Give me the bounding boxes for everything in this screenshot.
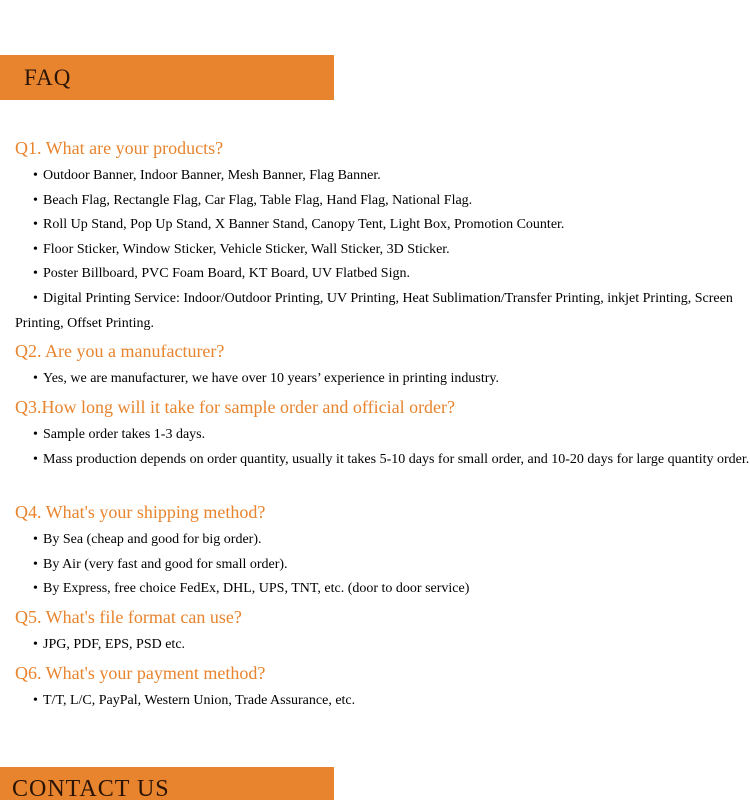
faq-answer-text: By Express, free choice FedEx, DHL, UPS, TNT, etc. (door to door service) <box>43 581 470 596</box>
bullet-icon: • <box>33 581 38 596</box>
bullet-icon: • <box>33 217 38 232</box>
faq-question-1: Q1. What are your products? <box>15 138 224 158</box>
faq-question-6: Q6. What's your payment method? <box>15 663 266 683</box>
faq-answer-text: Mass production depends on order quantity, usually it takes 5-10 days for small order, and 10-20 days for large quantity order. <box>43 452 750 467</box>
faq-question-4: Q4. What's your shipping method? <box>15 502 266 522</box>
faq-answer-text: By Air (very fast and good for small order). <box>43 557 288 572</box>
faq-answer-1-2 <box>15 189 750 214</box>
faq-answer-text: Yes, we are manufacturer, we have over 10 years’ experience in printing industry. <box>43 371 499 386</box>
faq-answer-text: Sample order takes 1-3 days. <box>43 427 206 442</box>
faq-answer-5-1 <box>15 633 750 658</box>
faq-answer-3-2 <box>15 448 750 473</box>
bullet-icon: • <box>33 532 38 547</box>
faq-answer-text: By Sea (cheap and good for big order). <box>43 532 262 547</box>
bullet-icon: • <box>33 266 38 281</box>
faq-answer-text: T/T, L/C, PayPal, Western Union, Trade Assurance, etc. <box>43 693 356 708</box>
bullet-icon: • <box>33 168 38 183</box>
faq-answer-text: Outdoor Banner, Indoor Banner, Mesh Banner, Flag Banner. <box>43 168 381 183</box>
faq-answer-text: Beach Flag, Rectangle Flag, Car Flag, Table Flag, Hand Flag, National Flag. <box>43 193 473 208</box>
faq-answer-text: JPG, PDF, EPS, PSD etc. <box>43 637 186 652</box>
faq-banner <box>0 55 334 100</box>
faq-answer-1-3 <box>15 213 750 238</box>
faq-answer-1-5 <box>15 262 750 287</box>
bullet-icon: • <box>33 291 38 306</box>
faq-answer-text: Floor Sticker, Window Sticker, Vehicle Sticker, Wall Sticker, 3D Sticker. <box>43 242 450 257</box>
contact-banner <box>0 767 334 800</box>
bullet-icon: • <box>33 371 38 386</box>
faq-answer-2-1 <box>15 367 750 392</box>
faq-answer-1-4 <box>15 238 750 263</box>
faq-question-5: Q5. What's file format can use? <box>15 607 242 627</box>
bullet-icon: • <box>33 427 38 442</box>
faq-answer-6-1 <box>15 689 750 714</box>
bullet-icon: • <box>33 557 38 572</box>
faq-answer-4-2 <box>15 553 750 578</box>
faq-answer-3-1 <box>15 423 750 448</box>
faq-banner-title: FAQ <box>24 65 72 90</box>
faq-answer-text: Digital Printing Service: Indoor/Outdoor Printing, UV Printing, Heat Sublimation/Transfer Printing, inkjet Printing, Screen Printing, Offset Printing. <box>15 291 733 331</box>
bullet-icon: • <box>33 693 38 708</box>
faq-answer-text: Poster Billboard, PVC Foam Board, KT Board, UV Flatbed Sign. <box>43 266 410 281</box>
bullet-icon: • <box>33 452 38 467</box>
contact-banner-title: CONTACT US <box>12 776 170 802</box>
faq-question-3: Q3.How long will it take for sample order and official order? <box>15 397 456 417</box>
faq-answer-1-1 <box>15 164 750 189</box>
faq-question-2: Q2. Are you a manufacturer? <box>15 341 225 361</box>
bullet-icon: • <box>33 242 38 257</box>
faq-answer-1-6 <box>15 287 750 336</box>
faq-answer-4-3 <box>15 577 750 602</box>
bullet-icon: • <box>33 637 38 652</box>
faq-answer-4-1 <box>15 528 750 553</box>
bullet-icon: • <box>33 193 38 208</box>
faq-answer-text: Roll Up Stand, Pop Up Stand, X Banner Stand, Canopy Tent, Light Box, Promotion Counter. <box>43 217 565 232</box>
